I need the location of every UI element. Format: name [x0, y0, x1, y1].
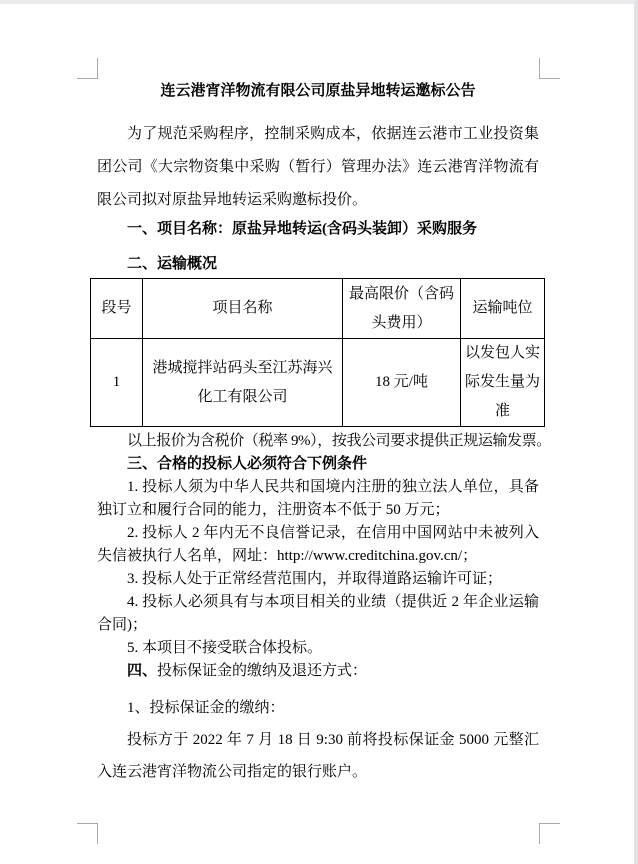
bidder-requirement-5: 5. 本项目不接受联合体投标。 [127, 640, 323, 656]
bidder-requirement-4: 4. 投标人必须具有与本项目相关的业绩（提供近 2 年企业运输合同)； [97, 594, 539, 633]
transport-overview-table [90, 278, 545, 427]
table-data-row [91, 339, 545, 427]
header-cell-max-price: 最高限价（含码头费用） [343, 279, 461, 339]
intro-paragraph: 为了规范采购程序，控制采购成本，依据连云港市工业投资集团公司《大宗物资集中采购（暂行）管理办法》连云港宵洋物流有限公司拟对原盐异地转运采购邀标投价。 [97, 126, 539, 208]
section-4-text: 投标保证金的缴纳及退还方式： [157, 663, 368, 679]
header-cell-tonnage: 运输吨位 [461, 279, 545, 339]
section-3-heading: 三、合格的投标人必须符合下例条件 [127, 456, 368, 472]
page-edge-right [634, 0, 638, 864]
section-1-heading: 一、项目名称：原盐异地转运(含码头装卸）采购服务 [127, 221, 477, 237]
crop-mark-top-right-icon [539, 58, 560, 79]
header-cell-segment: 段号 [91, 279, 143, 339]
deposit-subheading: 1、投标保证金的缴纳： [127, 700, 285, 716]
document-title: 连云港宵洋物流有限公司原盐异地转运邀标公告 [160, 83, 476, 99]
bidder-requirement-1: 1. 投标人须为中华人民共和国境内注册的独立法人单位，具备独订立和履行合同的能力，注册资本不低于 50 万元； [97, 479, 539, 518]
section-4-heading [97, 660, 539, 683]
crop-mark-bottom-left-icon [77, 823, 98, 844]
document-body [97, 78, 551, 788]
crop-mark-bottom-right-icon [539, 823, 560, 844]
crop-mark-top-left-icon [77, 58, 98, 79]
page-edge-top [0, 0, 638, 4]
price-note: 以上报价为含税价（税率 9%），按我公司要求提供正规运输发票。 [127, 433, 551, 449]
table-header-row [91, 279, 545, 339]
bidder-requirement-2: 2. 投标人 2 年内无不良信誉记录，在信用中国网站中未被列入失信被执行人名单，网址：http://www.creditchina.gov.cn/； [97, 525, 539, 564]
cell-tonnage: 以发包人实际发生量为准 [461, 339, 545, 427]
bidder-requirement-3: 3. 投标人处于正常经营范围内，并取得道路运输许可证； [127, 571, 503, 587]
section-2-heading: 二、运输概况 [127, 256, 218, 272]
cell-segment-number: 1 [91, 339, 143, 427]
cell-project-name: 港城搅拌站码头至江苏海兴化工有限公司 [143, 339, 343, 427]
cell-max-price: 18 元/吨 [343, 339, 461, 427]
deposit-paragraph: 投标方于 2022 年 7 月 18 日 9:30 前将投标保证金 5000 元整汇入连云港宵洋物流公司指定的银行账户。 [97, 732, 539, 780]
header-cell-project-name: 项目名称 [143, 279, 343, 339]
section-4-number: 四、 [127, 663, 158, 679]
